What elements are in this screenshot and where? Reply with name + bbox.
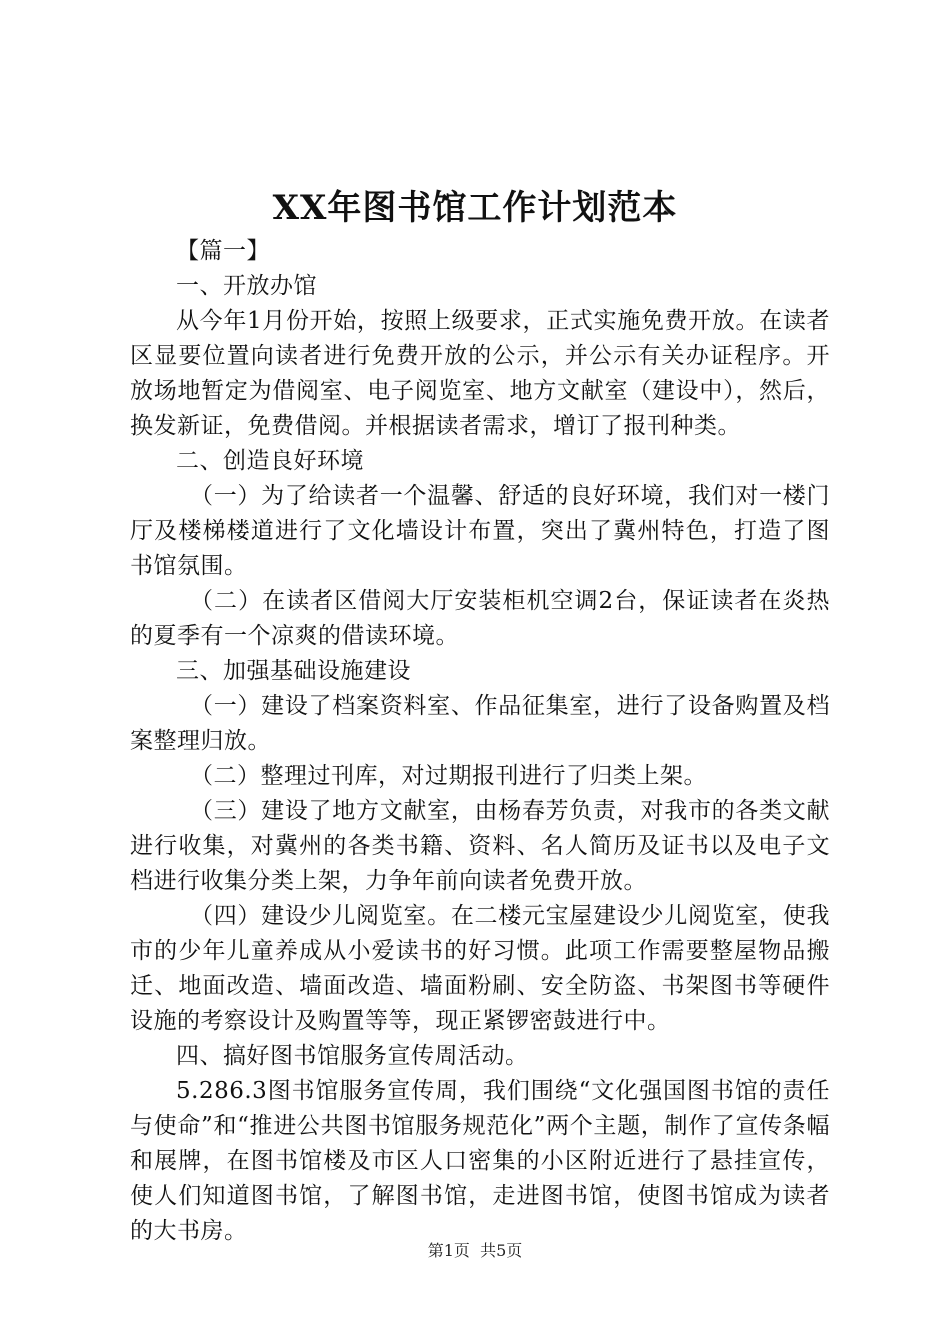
paragraph: （一）建设了档案资料室、作品征集室，进行了设备购置及档案整理归放。: [130, 693, 830, 754]
paragraph: （二）在读者区借阅大厅安装柜机空调2台，保证读者在炎热的夏季有一个凉爽的借读环境。: [130, 588, 830, 649]
paragraph: （一）为了给读者一个温馨、舒适的良好环境，我们对一楼门厅及楼梯楼道进行了文化墙设计布置，突出了冀州特色，打造了图书馆氛围。: [130, 483, 830, 579]
heading-infrastructure: 三、加强基础设施建设: [176, 658, 411, 684]
page-footer: [0, 1239, 950, 1263]
heading-environment: 二、创造良好环境: [176, 448, 364, 474]
document-body: [130, 234, 830, 1249]
paragraph: 5.286.3图书馆服务宣传周，我们围绕“文化强国图书馆的责任与使命”和“推进公共图书馆服务规范化”两个主题，制作了宣传条幅和展牌，在图书馆楼及市区人口密集的小区附近进行了悬挂宣传，使人们知道图书馆，了解图书馆，走进图书馆，使图书馆成为读者的大书房。: [130, 1078, 830, 1244]
document-title: XX年图书馆工作计划范本: [272, 188, 678, 228]
paragraph: （四）建设少儿阅览室。在二楼元宝屋建设少儿阅览室，使我市的少年儿童养成从小爱读书的好习惯。此项工作需要整屋物品搬迁、地面改造、墙面改造、墙面粉刷、安全防盗、书架图书等硬件设施的考察设计及购置等等，现正紧锣密鼓进行中。: [130, 903, 830, 1034]
paragraph: （二）整理过刊库，对过期报刊进行了归类上架。: [190, 763, 707, 789]
section-label: 【篇一】: [176, 238, 270, 264]
page-number: 第1页 共5页: [427, 1241, 523, 1260]
heading-open-library: 一、开放办馆: [176, 273, 317, 299]
paragraph: 从今年1月份开始，按照上级要求，正式实施免费开放。在读者区显要位置向读者进行免费开放的公示，并公示有关办证程序。开放场地暂定为借阅室、电子阅览室、地方文献室（建设中），然后，换发新证，免费借阅。并根据读者需求，增订了报刊种类。: [130, 308, 830, 439]
paragraph: （三）建设了地方文献室，由杨春芳负责，对我市的各类文献进行收集，对冀州的各类书籍、资料、名人简历及证书以及电子文档进行收集分类上架，力争年前向读者免费开放。: [130, 798, 830, 894]
heading-promotion-week: 四、搞好图书馆服务宣传周活动。: [176, 1043, 529, 1069]
